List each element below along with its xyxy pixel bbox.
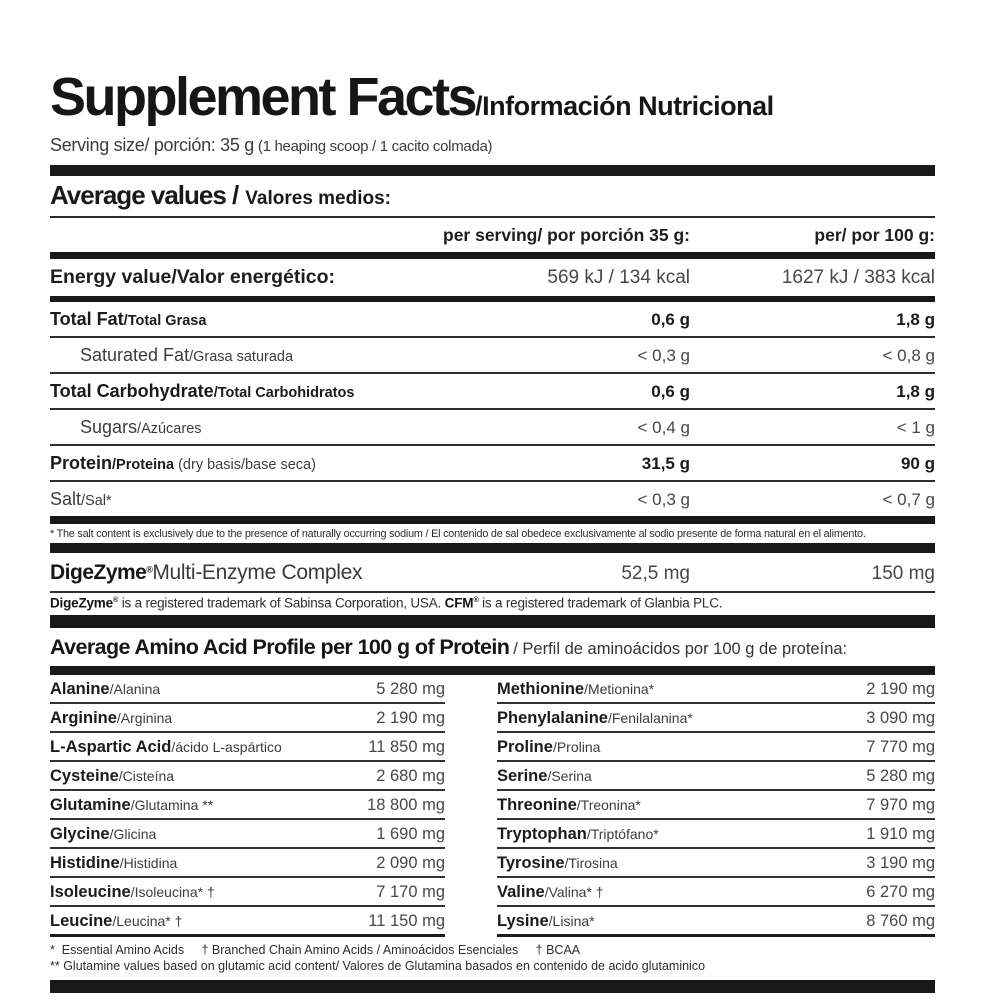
amino-row xyxy=(497,791,935,820)
nutrition-row xyxy=(50,336,935,372)
amino-heading-en: Average Amino Acid Profile per 100 g of Protein xyxy=(50,634,510,659)
nutrition-row xyxy=(50,302,935,336)
average-values-heading xyxy=(50,180,935,216)
amino-name-en: Isoleucine xyxy=(50,882,131,901)
nutrient-label-note: (dry basis/base seca) xyxy=(174,457,316,473)
amino-profile-heading xyxy=(50,628,935,666)
nutrient-per-serving: < 0,3 g xyxy=(637,490,690,509)
nutrient-label-en: Total Carbohydrate xyxy=(50,381,214,401)
amino-value: 2 680 mg xyxy=(376,766,445,785)
trademark-digezyme: DigeZyme xyxy=(50,595,113,611)
amino-name-en: Phenylalanine xyxy=(497,708,608,727)
nutrient-per-serving: 0,6 g xyxy=(651,382,690,401)
registered-mark: ® xyxy=(146,564,153,575)
amino-value: 1 910 mg xyxy=(866,824,935,843)
nutrient-per-100g: < 0,7 g xyxy=(882,490,935,509)
amino-row xyxy=(497,878,935,907)
amino-table-right xyxy=(497,675,935,937)
trademark-text-2: is a registered trademark of Glanbia PLC. xyxy=(478,595,723,611)
amino-name-es: /Leucina* † xyxy=(112,912,183,929)
amino-name-en: Arginine xyxy=(50,708,117,727)
column-headers xyxy=(50,218,935,252)
trademark-footnote xyxy=(50,591,935,615)
amino-name-es: /Lisina* xyxy=(548,912,595,929)
amino-name-en: Tyrosine xyxy=(497,853,565,872)
amino-name-en: Lysine xyxy=(497,911,549,930)
nutrient-label-en: Saturated Fat xyxy=(80,345,190,365)
amino-row xyxy=(50,849,445,878)
amino-row xyxy=(50,820,445,849)
amino-row xyxy=(50,733,445,762)
average-values-en: Average values / xyxy=(50,180,239,210)
amino-name-es: /Arginina xyxy=(116,709,173,726)
serving-size-detail: (1 heaping scoop / 1 cacito colmada) xyxy=(254,138,493,155)
amino-table-left xyxy=(50,675,445,937)
amino-name-es: /Tirosina xyxy=(564,854,618,871)
amino-value: 18 800 mg xyxy=(367,795,445,814)
energy-per-100g: 1627 kJ / 383 kcal xyxy=(781,267,935,288)
amino-name-es: /Isoleucina* † xyxy=(130,883,215,900)
average-values-es: Valores medios: xyxy=(245,188,392,209)
energy-label-es: /Valor energético: xyxy=(171,266,336,288)
amino-name-es: /Fenilalanina* xyxy=(607,709,693,726)
trademark-cfm: CFM xyxy=(444,595,474,611)
amino-name-en: Glutamine xyxy=(50,795,131,814)
amino-row xyxy=(50,791,445,820)
digezyme-rest: Multi-Enzyme Complex xyxy=(152,561,363,584)
amino-name-es: /Histidina xyxy=(119,854,178,871)
nutrient-per-100g: < 0,8 g xyxy=(882,346,935,365)
divider-bar xyxy=(50,615,935,628)
amino-row xyxy=(50,675,445,704)
amino-row xyxy=(50,878,445,907)
registered-mark: ® xyxy=(473,595,479,604)
amino-name-es: /Triptófano* xyxy=(586,825,659,842)
amino-value: 5 280 mg xyxy=(376,679,445,698)
nutrition-row xyxy=(50,372,935,408)
nutrient-label-es: /Azúcares xyxy=(137,421,202,437)
amino-row xyxy=(497,907,935,937)
nutrient-per-100g: 1,8 g xyxy=(896,382,935,401)
col-per-100g: per/ por 100 g: xyxy=(814,225,935,245)
amino-name-en: Serine xyxy=(497,766,548,785)
digezyme-per-serving: 52,5 mg xyxy=(621,563,690,584)
amino-value: 2 190 mg xyxy=(866,679,935,698)
amino-value: 2 090 mg xyxy=(376,853,445,872)
nutrient-label-es: /Sal* xyxy=(81,493,112,509)
amino-row xyxy=(497,820,935,849)
energy-label-en: Energy value xyxy=(50,266,172,288)
amino-name-en: Cysteine xyxy=(50,766,119,785)
amino-value: 7 970 mg xyxy=(866,795,935,814)
nutrient-label-en: Salt xyxy=(50,489,82,509)
divider-bar xyxy=(50,543,935,553)
digezyme-name: DigeZyme xyxy=(50,561,147,584)
amino-name-es: /Prolina xyxy=(552,738,601,755)
nutrient-label-es: /Total Carbohidratos xyxy=(213,385,355,401)
amino-row xyxy=(497,704,935,733)
amino-value: 1 690 mg xyxy=(376,824,445,843)
nutrient-label-es: /Proteina xyxy=(112,457,175,473)
amino-row xyxy=(497,849,935,878)
nutrient-per-serving: < 0,3 g xyxy=(637,346,690,365)
nutrient-label-en: Protein xyxy=(50,453,113,473)
amino-row xyxy=(50,704,445,733)
amino-footnote-glutamine: ** Glutamine values based on glutamic acid content/ Valores de Glutamina basados en contenido de acido glutaminico xyxy=(50,958,706,973)
amino-name-es: /Glicina xyxy=(109,825,157,842)
amino-value: 5 280 mg xyxy=(866,766,935,785)
nutrition-table xyxy=(50,302,935,516)
energy-row xyxy=(50,259,935,296)
amino-footnote-essential: * Essential Amino Acids † Branched Chain Amino Acids / Aminoácidos Esenciales † BCAA xyxy=(50,942,581,957)
nutrient-per-100g: 1,8 g xyxy=(896,310,935,329)
amino-row xyxy=(497,675,935,704)
amino-row xyxy=(50,762,445,791)
nutrient-per-serving: 31,5 g xyxy=(641,454,690,473)
amino-name-es: /Serina xyxy=(547,767,592,784)
amino-name-es: /Valina* † xyxy=(544,883,604,900)
amino-name-en: Histidine xyxy=(50,853,120,872)
amino-name-es: /Cisteína xyxy=(118,767,175,784)
amino-value: 6 270 mg xyxy=(866,882,935,901)
amino-name-en: Tryptophan xyxy=(497,824,587,843)
amino-value: 11 150 mg xyxy=(368,911,445,930)
energy-per-serving: 569 kJ / 134 kcal xyxy=(547,267,690,288)
divider-bar xyxy=(50,516,935,524)
digezyme-per-100g: 150 mg xyxy=(871,563,935,584)
divider-bar xyxy=(50,252,935,259)
amino-name-en: Leucine xyxy=(50,911,113,930)
serving-size-line xyxy=(50,135,935,156)
amino-value: 2 190 mg xyxy=(376,708,445,727)
nutrition-row xyxy=(50,444,935,480)
amino-value: 3 090 mg xyxy=(866,708,935,727)
amino-row xyxy=(497,762,935,791)
title-english: Supplement Facts xyxy=(50,67,476,127)
bottom-bar xyxy=(50,980,935,993)
nutrition-row xyxy=(50,480,935,516)
nutrition-row xyxy=(50,408,935,444)
amino-name-en: Valine xyxy=(497,882,545,901)
amino-name-es: /Glutamina ** xyxy=(130,796,214,813)
amino-name-es: /Metionina* xyxy=(584,680,655,697)
amino-name-en: Threonine xyxy=(497,795,577,814)
trademark-text-1: is a registered trademark of Sabinsa Corporation, USA. xyxy=(118,595,445,611)
amino-row xyxy=(50,907,445,937)
nutrient-per-100g: 90 g xyxy=(900,454,935,473)
serving-size-main: Serving size/ porción: 35 g xyxy=(50,135,255,155)
amino-value: 11 850 mg xyxy=(368,737,445,756)
col-per-serving: per serving/ por porción 35 g: xyxy=(443,225,690,245)
amino-name-en: Methionine xyxy=(497,679,585,698)
nutrient-per-serving: 0,6 g xyxy=(651,310,690,329)
amino-name-es: /Treonina* xyxy=(576,796,641,813)
amino-value: 3 190 mg xyxy=(866,853,935,872)
amino-row xyxy=(497,733,935,762)
amino-name-en: L-Aspartic Acid xyxy=(50,737,172,756)
amino-name-es: /ácido L-aspártico xyxy=(171,738,282,755)
nutrient-per-serving: < 0,4 g xyxy=(637,418,690,437)
page-title xyxy=(50,66,935,128)
nutrient-per-100g: < 1 g xyxy=(896,418,935,437)
nutrient-label-es: /Grasa saturada xyxy=(189,349,294,365)
divider-bar xyxy=(50,165,935,176)
amino-value: 7 170 mg xyxy=(376,882,445,901)
amino-acid-table xyxy=(50,675,935,937)
nutrient-label-en: Sugars xyxy=(80,417,138,437)
title-spanish: /Información Nutricional xyxy=(475,91,774,121)
amino-name-es: /Alanina xyxy=(109,680,161,697)
salt-footnote: * The salt content is exclusively due to the presence of naturally occurring sodium / El contenido de sal obedece exclusivamente al sodio presente de forma natural en el alimento. xyxy=(50,528,866,540)
amino-name-en: Alanine xyxy=(50,679,110,698)
amino-value: 8 760 mg xyxy=(866,911,935,930)
digezyme-row xyxy=(50,553,935,591)
amino-value: 7 770 mg xyxy=(866,737,935,756)
amino-heading-es: / Perfil de aminoácidos por 100 g de proteína: xyxy=(513,639,848,658)
registered-mark: ® xyxy=(112,595,119,604)
amino-name-en: Proline xyxy=(497,737,553,756)
amino-name-en: Glycine xyxy=(50,824,110,843)
nutrient-label-es: /Total Grasa xyxy=(123,313,207,329)
divider-bar xyxy=(50,666,935,675)
nutrient-label-en: Total Fat xyxy=(50,309,124,329)
